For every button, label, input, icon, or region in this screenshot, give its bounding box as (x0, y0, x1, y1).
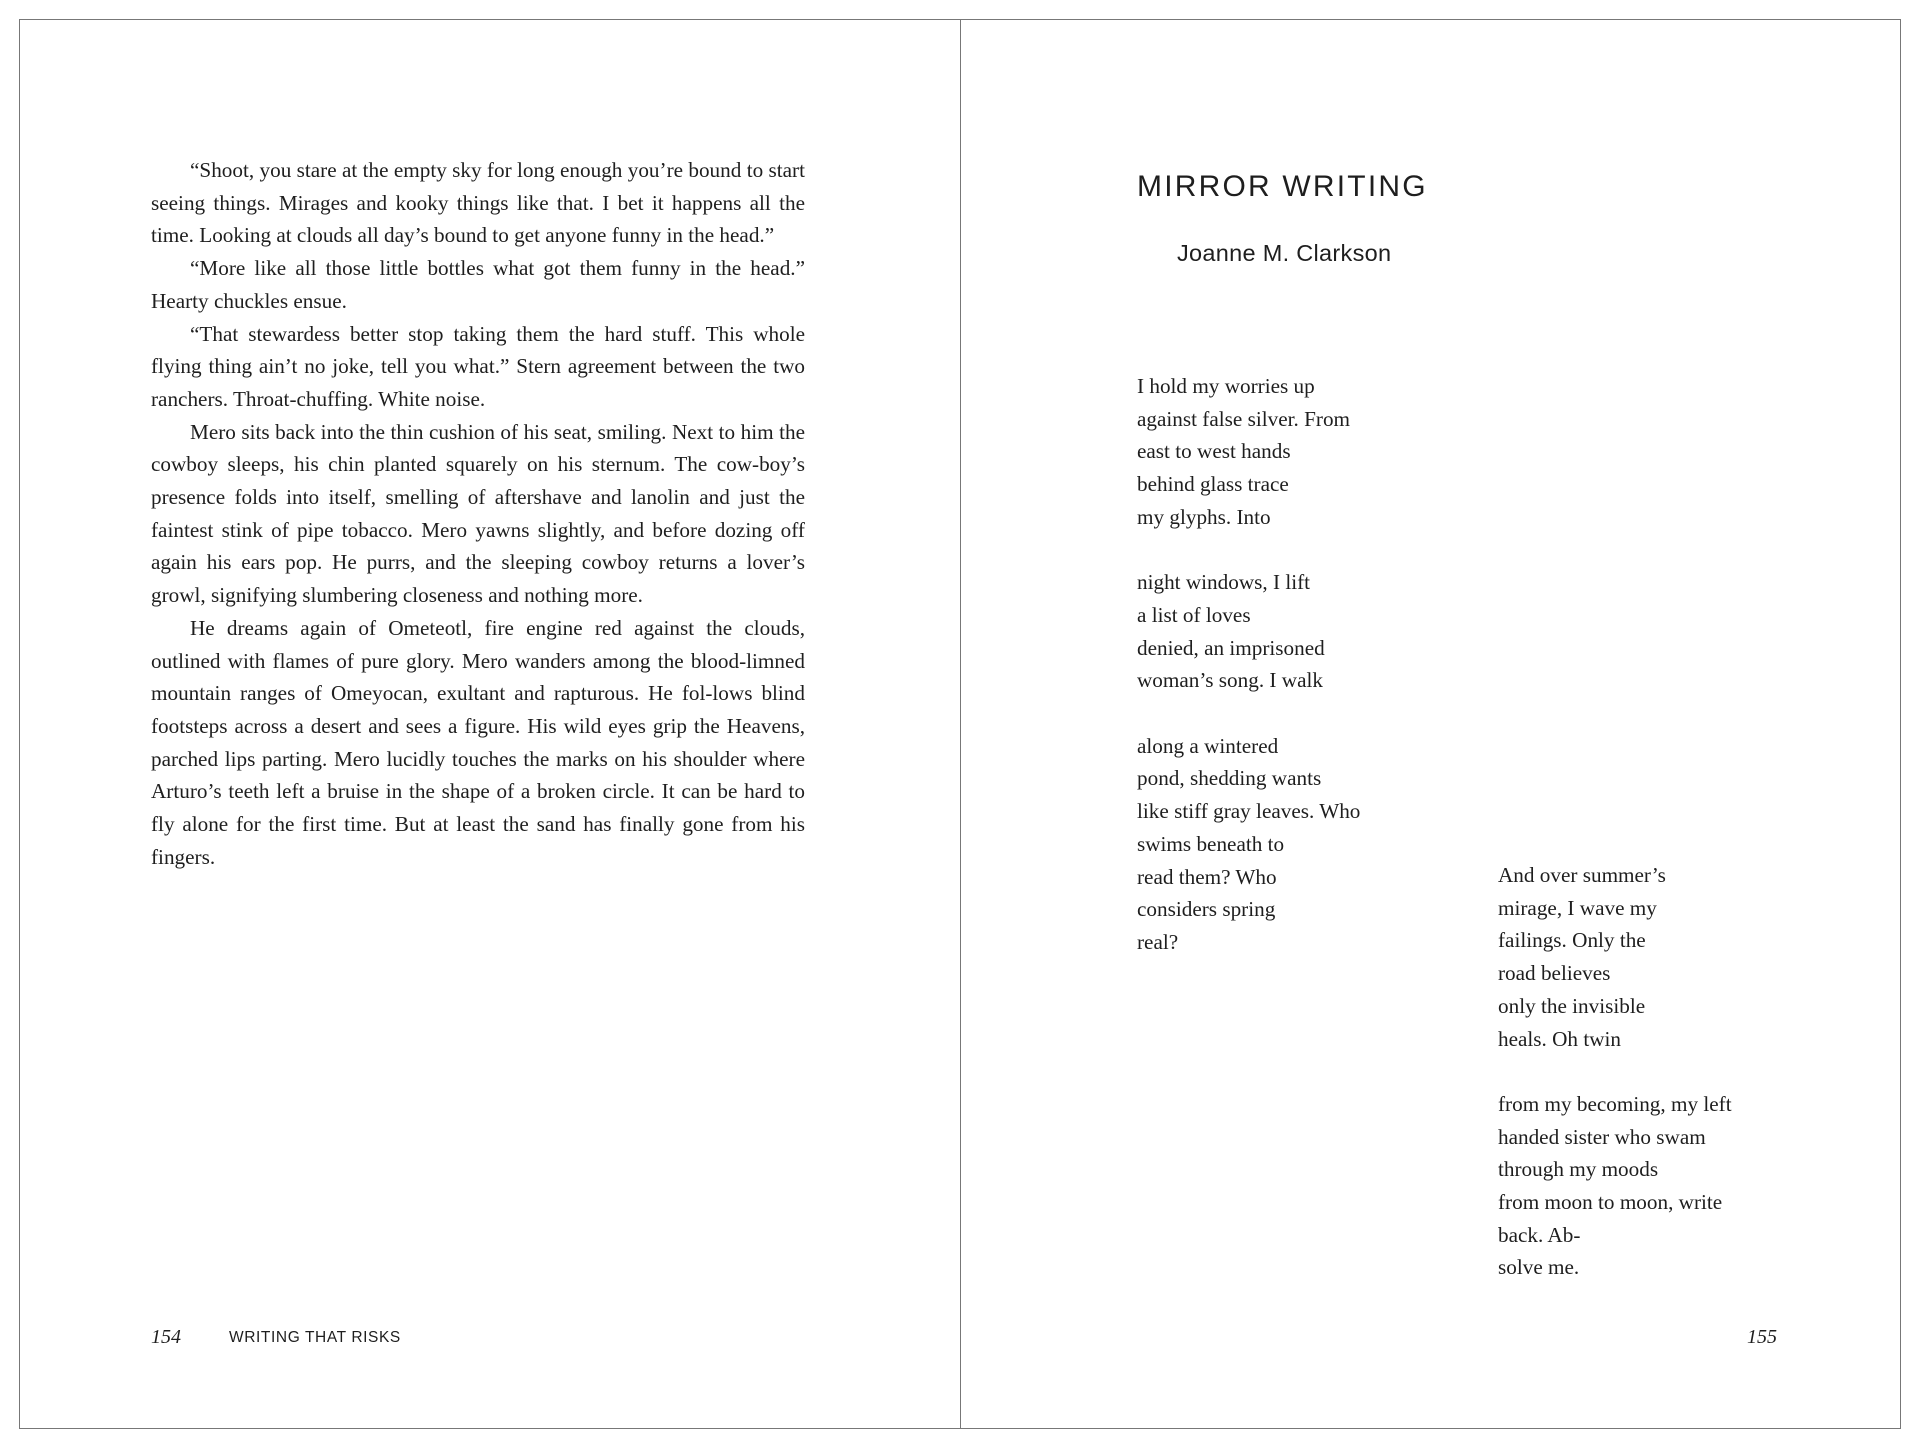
running-head: WRITING THAT RISKS (229, 1329, 401, 1346)
poem-line: like stiff gray leaves. Who (1137, 799, 1361, 824)
poem-line: pond, shedding wants (1137, 766, 1322, 791)
stanza-break (1137, 534, 1360, 567)
paragraph: “Shoot, you stare at the empty sky for long enough you’re bound to start seeing things. Mirages and kooky things like that. I bet it happens all the time. Looking at clouds all day’s bound to get anyone funny in the head.” (151, 158, 805, 248)
poem-line: from my becoming, my left (1498, 1091, 1732, 1116)
poem-line: real? (1137, 929, 1179, 954)
poem-line: from moon to moon, write (1498, 1190, 1723, 1215)
stanza-break (1498, 1055, 1732, 1088)
poem-line: And over summer’s (1498, 863, 1666, 887)
stanza-break (1137, 697, 1360, 730)
paragraph: Mero sits back into the thin cushion of his seat, smiling. Next to him the cowboy sleeps, his chin planted squarely on his sternum. The cow-boy’s presence folds into itself, smelling of aftershave and lanolin and just the faintest stink of pipe tobacco. Mero yawns slightly, and before dozing off again his ears pop. He purrs, and the sleeping cowboy returns a lover’s growl, signifying slumbering closeness and nothing more. (151, 419, 805, 608)
poem-line: through my moods (1498, 1157, 1659, 1182)
paragraph: “That stewardess better stop taking them the hard stuff. This whole flying thing ain’t no joke, tell you what.” Stern agreement between the two ranchers. Throat-chuffing. White noise. (151, 321, 805, 411)
page-number-left: 154 (151, 1326, 181, 1348)
poem-line: heals. Oh twin (1498, 1026, 1621, 1051)
poem-line: against false silver. From (1137, 406, 1351, 431)
poem-line: my glyphs. Into (1137, 504, 1271, 529)
poem-line: woman’s song. I walk (1137, 668, 1323, 693)
poem-line: read them? Who (1137, 864, 1277, 889)
poem-author: Joanne M. Clarkson (1177, 240, 1392, 266)
poem-line: swims beneath to (1137, 831, 1285, 856)
prose-text (151, 154, 805, 873)
book-spread (19, 19, 1901, 1429)
poem-line: handed sister who swam (1498, 1124, 1706, 1149)
paragraph: He dreams again of Ometeotl, fire engine red against the clouds, outlined with flames of pure glory. Mero wanders among the blood-limned mountain ranges of Omeyocan, exultant and rapturous. He fol-lows blind footsteps across a desert and sees a figure. His wild eyes grip the Heavens, parched lips parting. Mero lucidly touches the marks on his shoulder where Arturo’s teeth left a bruise in the shape of a broken circle. It can be hard to fly alone for the first time. But at least the sand has finally gone from his fingers. (151, 615, 805, 869)
left-page (20, 20, 960, 1428)
poem-line: behind glass trace (1137, 472, 1289, 497)
poem-line: back. Ab- (1498, 1222, 1581, 1247)
poem-line: denied, an imprisoned (1137, 635, 1325, 660)
poem-line: along a wintered (1137, 733, 1279, 758)
poem-line: solve me. (1498, 1255, 1580, 1280)
right-page (961, 20, 1901, 1428)
poem-line: considers spring (1137, 897, 1276, 922)
poem-column-right (1498, 859, 1732, 1284)
poem-line: mirage, I wave my (1498, 895, 1657, 920)
paragraph: “More like all those little bottles what got them funny in the head.” Hearty chuckles ensue. (151, 256, 805, 313)
poem-line: failings. Only the (1498, 928, 1646, 953)
poem-line: only the invisible (1498, 993, 1646, 1018)
poem-line: I hold my worries up (1137, 374, 1315, 398)
poem-column-left (1137, 370, 1360, 959)
poem-line: night windows, I lift (1137, 570, 1311, 595)
poem-line: road believes (1498, 961, 1611, 986)
page-number-right: 155 (1747, 1326, 1777, 1348)
poem-line: east to west hands (1137, 439, 1291, 464)
poem-title: MIRROR WRITING (1137, 170, 1428, 203)
poem-line: a list of loves (1137, 602, 1251, 627)
